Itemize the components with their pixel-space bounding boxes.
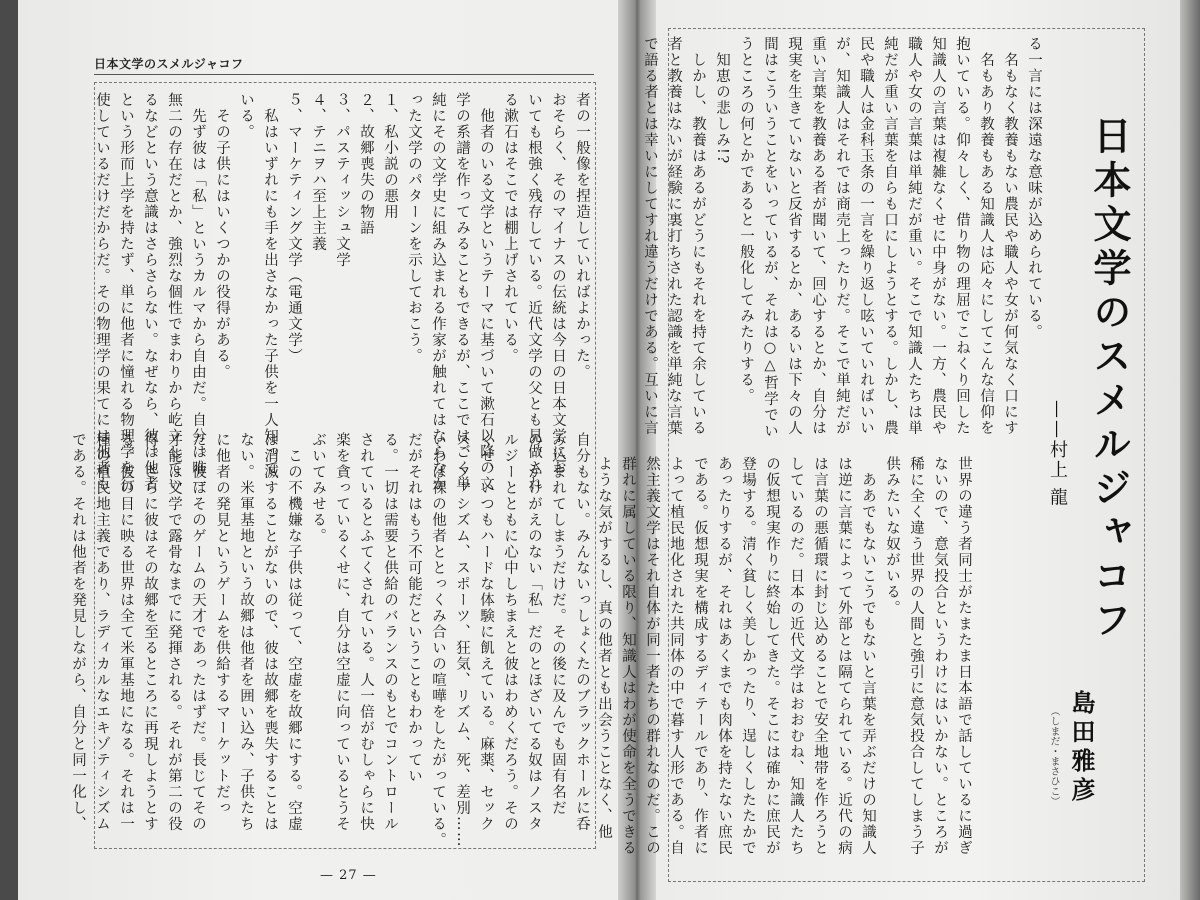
essay-title: 日本文学のスメルジャコフ — [1087, 116, 1132, 644]
text-line: 無二の存在だとか、強烈な個性でまわりから屹立してい — [166, 92, 182, 492]
text-line: 抱いている。仰々しく、借り物の理屈でこねくり回した — [954, 36, 970, 436]
text-line: いる。 — [238, 92, 254, 140]
text-line: た。彼はそのゲームの天才であったはずだ。長じてその — [190, 432, 206, 832]
text-line: 使しているだけだからだ。その物理学の果てには他者も — [94, 92, 110, 492]
running-head: 日本文学のスメルジャコフ — [94, 57, 244, 71]
text-line: の仮想現実作りに終始してきた。そこには確かに庶民が — [764, 456, 780, 856]
text-line: という形而上学を持たず、単に他者に憧れる物理学を行 — [118, 92, 134, 492]
text-line: ルジーとともに心中しちまえと彼はわめくだろう。その — [502, 432, 518, 832]
text-line: み込まれてしまうだけだ。その後に及んでも固有名だ — [550, 432, 566, 816]
second-author-name: 島田雅彦 — [1067, 690, 1096, 806]
text-line: は消滅することがないので、彼は故郷を喪失することは — [262, 432, 278, 832]
text-line: いわば裸の他者ととっくみ合いの喧嘩をしたがっている。 — [430, 432, 446, 848]
text-line: おそらく、そのマイナスの伝統は今日の日本文学にお — [550, 92, 566, 476]
text-line: 民や職人は金科玉条の一言を繰り返し呟いていればいい — [858, 36, 874, 436]
text-line: 種の植民地主義であり、ラディカルなエキゾティシズム — [94, 432, 110, 832]
second-author-reading: （しまだ・まさひこ） — [1048, 706, 1059, 806]
text-line: である。仮想現実を構成するディテールであり、作者に — [692, 456, 708, 856]
text-line: は言葉の悪循環に封じ込めることで安全地帯を作ろうと — [812, 456, 828, 856]
text-line: ぶいてみせる。 — [310, 432, 326, 544]
text-line: くせ、いつもハードな体験に飢えている。麻薬、セック — [478, 432, 494, 832]
text-line: だがそれはもう不可能だということもわかってい — [406, 432, 422, 784]
text-line: は逆に言葉によって外部とは隔てられている。近代の病 — [836, 456, 852, 856]
text-line: されているとふてくされている。人一倍がむしゃらに快 — [358, 432, 374, 832]
text-line: 知恵の悲しみ!? — [714, 36, 730, 165]
text-line: 世界の違う者同士がたまたま日本語で話しているに過ぎ — [956, 456, 972, 856]
text-line: 者の一般像を捏造していればよかった。 — [574, 92, 590, 380]
text-line: る。一切は需要と供給のバランスのもとでコントロール — [382, 432, 398, 832]
text-line: 自分もない。みんないっしょくたのブラックホールに呑 — [574, 432, 590, 832]
text-line: に他者の発見というゲームを供給するマーケットだっ — [214, 432, 230, 816]
text-line: 稀に全く違う世界の人間と強引に意気投合してしまう子 — [908, 456, 924, 856]
text-line: ああでもないこうでもないと言葉を弄ぶだけの知識人 — [860, 456, 876, 856]
text-line: 間はこういうことをいっているが、それは○△哲学でい — [762, 36, 778, 439]
text-line: ３、パスティッシュ文学 — [334, 92, 350, 268]
running-head-rule — [94, 74, 594, 75]
text-line: る。彼の目に映る世界は全て米軍基地になる。それは一 — [118, 432, 134, 832]
text-line: しかし、教養はあるがどうにもそれを持て余している — [690, 36, 706, 436]
text-line: あったりするが、それはあくまでも肉体を持たない庶民 — [716, 456, 732, 856]
text-line: うところの何とかであると一般化してみたりする。 — [738, 36, 754, 404]
text-line: ス、ファシズム、スポーツ、狂気、リズム、死、差別…… — [454, 432, 470, 848]
text-line: ような気がするし、真の他者とも出会うことなく、他 — [596, 456, 612, 840]
text-line: ２、故郷喪失の物語 — [358, 92, 374, 236]
text-line: １、私小説の悪用 — [382, 92, 398, 220]
text-line: 先ず彼は「私」というカルマから自由だ。自分は唯一 — [190, 92, 206, 492]
text-line: の、かけがえのない「私」だのとほざいてる奴はノスタ — [526, 432, 542, 832]
text-line: 者と教養はないが経験に裏打ちされた認識を単純な言葉 — [666, 36, 682, 436]
right-upper-column — [642, 36, 1046, 439]
text-line: ない。米軍基地という故郷は他者を囲い込み、子供たち — [238, 432, 254, 832]
text-line: 知識人の言葉は複雑なくせに中身がない。一方、農民や — [930, 36, 946, 436]
text-line: 職人や女の言葉は単純だが重い。そこで知識人たちは単 — [906, 36, 922, 436]
text-line: 登場する。清く貧しく美しかったり、逞しくしたたかで — [740, 456, 756, 856]
text-line: 然主義文学はそれ自体が同一者たちの群れなのだ。この — [644, 456, 660, 856]
left-lower-column — [70, 432, 594, 848]
page-number: — 27 — — [320, 868, 377, 883]
text-line: 純にその文学史に組み込まれる作家が触れてはならなか — [430, 92, 446, 492]
text-line: いても根強く残存している。近代文学の父とも見做され — [526, 92, 542, 492]
text-line: 学の系譜を作ってみることもできるが、ここではごく単 — [454, 92, 470, 492]
text-line: 他者のいる文学というテーマに基づいて漱石以降の文 — [478, 92, 494, 492]
page-edge-shadow — [1180, 0, 1200, 900]
text-line: 重い言葉を教養ある者が聞いて、回心するとか、自分は — [810, 36, 826, 436]
text-line: で語る者とは幸いにしてすれ違うだけである。互いに言 — [642, 36, 658, 436]
text-line: ４、テニヲハ至上主義 — [310, 92, 326, 252]
text-line: 名もなく教養もない農民や職人や女が何気なく口にす — [1002, 36, 1018, 436]
text-line: よって植民地化された共同体の中で暮す人形である。自 — [668, 456, 684, 856]
text-line: った文学のパターンを示しておこう。 — [406, 92, 422, 364]
text-line: である。それは他者を発見しながら、自分と同一化し、 — [70, 432, 86, 832]
right-lower-column — [596, 456, 976, 876]
text-line: 私はいずれにも手を出さなかった子供を一人知って — [262, 92, 278, 476]
text-line: 名もあり教養もある知識人は応々にしてこんな信仰を — [978, 36, 994, 436]
author-line: ——村上 龍 — [1047, 400, 1068, 508]
text-line: る漱石はそこでは棚上げされている。 — [502, 92, 518, 364]
text-line: ないので、意気投合というわけにはいかない。ところが — [932, 456, 948, 856]
text-line: 現実を生きていないと反省するとか、あるいは下々の人 — [786, 36, 802, 436]
text-line: 純だが重い言葉を自らも口にしようとする。しかし、農 — [882, 36, 898, 436]
text-line: 楽を貪っているくせに、自分は空虚に向っているとうそ — [334, 432, 350, 832]
text-line: るなどという意識はさらさらない。なぜなら、彼は他者 — [142, 92, 158, 492]
text-line: 供みたいな奴がいる。 — [884, 456, 900, 616]
text-line: ５、マーケティング文学（電通文学） — [286, 92, 302, 364]
text-line: しているのだ。日本の近代文学はおおむね、知識人たち — [788, 456, 804, 856]
text-line: この不機嫌な子供は従って、空虚を故郷にする。空虚 — [286, 432, 302, 832]
text-line: る一言には深遠な意味が込められている。 — [1026, 36, 1042, 340]
text-line: 群れに属している限り、知識人はわが使命を全うできる — [620, 456, 636, 856]
text-line: 才能は文学で露骨なまでに発揮される。それが第二の役 — [166, 432, 182, 832]
text-line: 得。さらに彼はその故郷を至るところに再現しようとす — [142, 432, 158, 832]
text-line: その子供にはいくつかの役得がある。 — [214, 92, 230, 380]
text-line: が、知識人はそれでは商売上ったりだ。そこで単純だが — [834, 36, 850, 436]
